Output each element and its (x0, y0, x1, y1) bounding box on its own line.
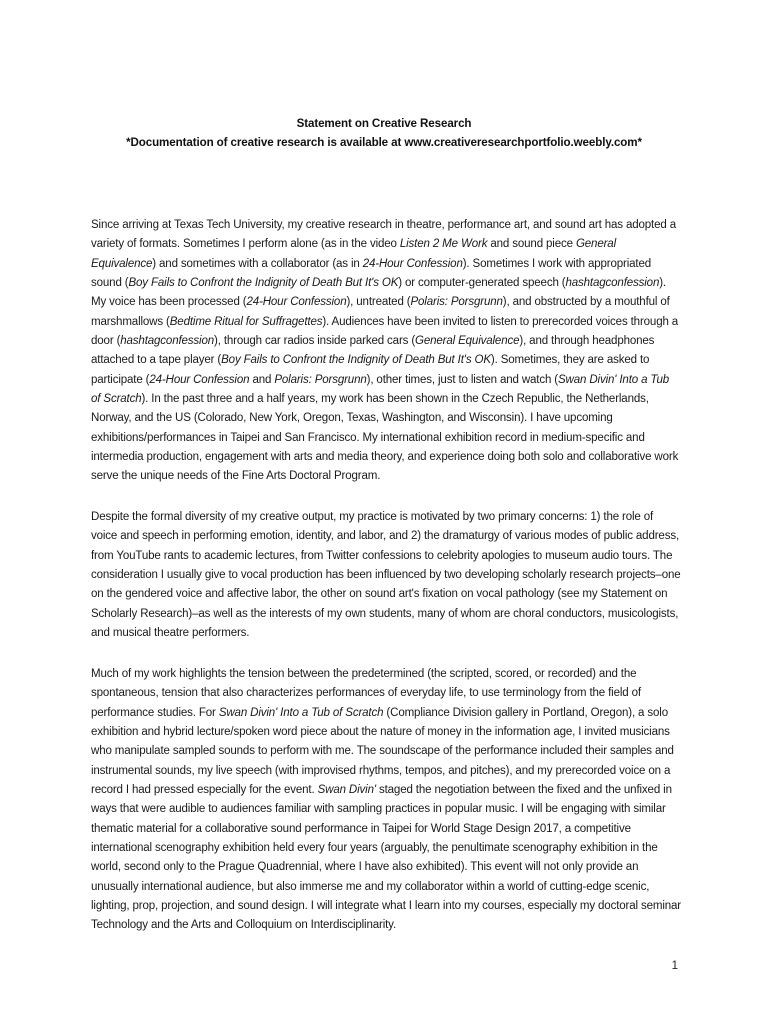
text-run: ) or computer-generated speech ( (398, 276, 566, 289)
text-run: ) and sometimes with a collaborator (as in (152, 257, 363, 270)
work-title: Swan Divin' Into a Tub of Scratch (91, 373, 670, 405)
work-title: Bedtime Ritual for Suffragettes (169, 315, 323, 328)
text-run: (Compliance Division gallery in Portland, Oregon), a solo exhibition and hybrid lecture/spoken word piece about the nature of money in the information age, I invited musicians who manipulate sampled sounds to perform with me. The soundscape of the performance included their samples and instrumental sounds, my live speech (with improvised rhythms, tempos, and pitches), and my prerecorded voice on a record I had pressed especially for the event. (91, 706, 674, 796)
text-run: ), and through headphones attached to a tape player ( (91, 334, 655, 367)
work-title: General Equivalence (415, 334, 520, 347)
text-run: ). Sometimes, they are asked to participate ( (91, 354, 650, 386)
text-run: and sound piece (487, 238, 576, 251)
documentation-note: *Documentation of creative research is available at www.creativeresearchportfolio.weebly.com* (126, 136, 642, 149)
text-run: staged the negotiation between the fixed and the unfixed in ways that were audible to audiences familiar with sampling practices in popular music. I will be engaging with similar thematic material for a collaborative sound performance in Taipei for World Stage Design 2017, a competitive international scenography exhibition held every four years (arguably, the penultimate scenography exhibition in the world, second only to the Prague Quadrennial, where I have also exhibited). This event will not only provide an unusually international audience, but also immerse me and my collaborator within a world of cutting-edge scenic, lighting, prop, projection, and sound design. I will integrate what I learn into my courses, especially my doctoral seminar Technology and the Arts and Colloquium on Interdisciplinarity. (91, 783, 681, 932)
work-title: Swan Divin' Into a Tub of Scratch (218, 706, 384, 719)
text-run: ), other times, just to listen and watch ( (366, 373, 558, 386)
text-run: ). Sometimes I work with appropriated sound ( (91, 257, 651, 289)
paragraph-3 (91, 665, 681, 936)
text-run: ). In the past three and a half years, my work has been shown in the Czech Republic, the Netherlands, Norway, and the US (Colorado, New York, Oregon, Texas, Washington, and Wisconsin). I have upcoming exhibitions/performances in Taipei and San Francisco. My international exhibition record in medium-specific and intermedia production, engagement with arts and media theory, and experience doing both solo and collaborative work serve the unique needs of the Fine Arts Doctoral Program. (91, 392, 679, 483)
work-title: Polaris: Porsgrunn (410, 296, 503, 309)
work-title: hashtagconfession (120, 334, 215, 347)
document-body (91, 216, 681, 957)
work-title: Boy Fails to Confront the Indignity of Death But It's OK (221, 354, 491, 367)
text-run: ). My voice has been processed ( (91, 276, 666, 309)
text-run: ), untreated ( (346, 296, 411, 309)
page-number: 1 (671, 960, 678, 972)
text-run: ). Audiences have been invited to listen to prerecorded voices through a door ( (91, 315, 679, 347)
work-title: General Equivalence (91, 238, 616, 270)
page-title: Statement on Creative Research (296, 117, 472, 130)
work-title: Swan Divin' (317, 783, 376, 796)
text-run: ), and obstructed by a mouthful of marshmallows ( (91, 296, 670, 328)
text-run: Much of my work highlights the tension between the predetermined (the scripted, scored, or recorded) and the spontaneous, tension that also characterizes performances of everyday life, to use terminology from the field of performance studies. For (91, 667, 641, 719)
text-run: ), through car radios inside parked cars ( (214, 334, 416, 347)
paragraph-2: Despite the formal diversity of my creative output, my practice is motivated by two primary concerns: 1) the role of voice and speech in performing emotion, identity, and labor, and 2) the dramaturgy of various modes of public address, from YouTube rants to academic lectures, from Twitter confessions to celebrity apologies to museum audio tours. The consideration I usually give to vocal production has been influenced by two developing scholarly research projects–one on the gendered voice and affective labor, the other on sound art's fixation on vocal pathology (see my Statement on Scholarly Research)–as well as the interests of my own students, many of whom are choral conductors, musicologists, and musical theatre performers. (91, 511, 681, 640)
work-title: Polaris: Porsgrunn (274, 373, 367, 386)
text-run: Since arriving at Texas Tech University, my creative research in theatre, performance art, and sound art has adopted a variety of formats. Sometimes I perform alone (as in the video (91, 219, 676, 251)
work-title: Boy Fails to Confront the Indignity of Death But It's OK (128, 276, 399, 289)
work-title: Listen 2 Me Work (399, 238, 488, 251)
work-title: 24-Hour Confession (362, 257, 463, 270)
work-title: hashtagconfession (565, 276, 660, 289)
work-title: 24-Hour Confession (246, 296, 347, 309)
paragraph-1 (91, 216, 681, 487)
text-run: and (249, 373, 275, 386)
work-title: 24-Hour Confession (149, 373, 250, 386)
